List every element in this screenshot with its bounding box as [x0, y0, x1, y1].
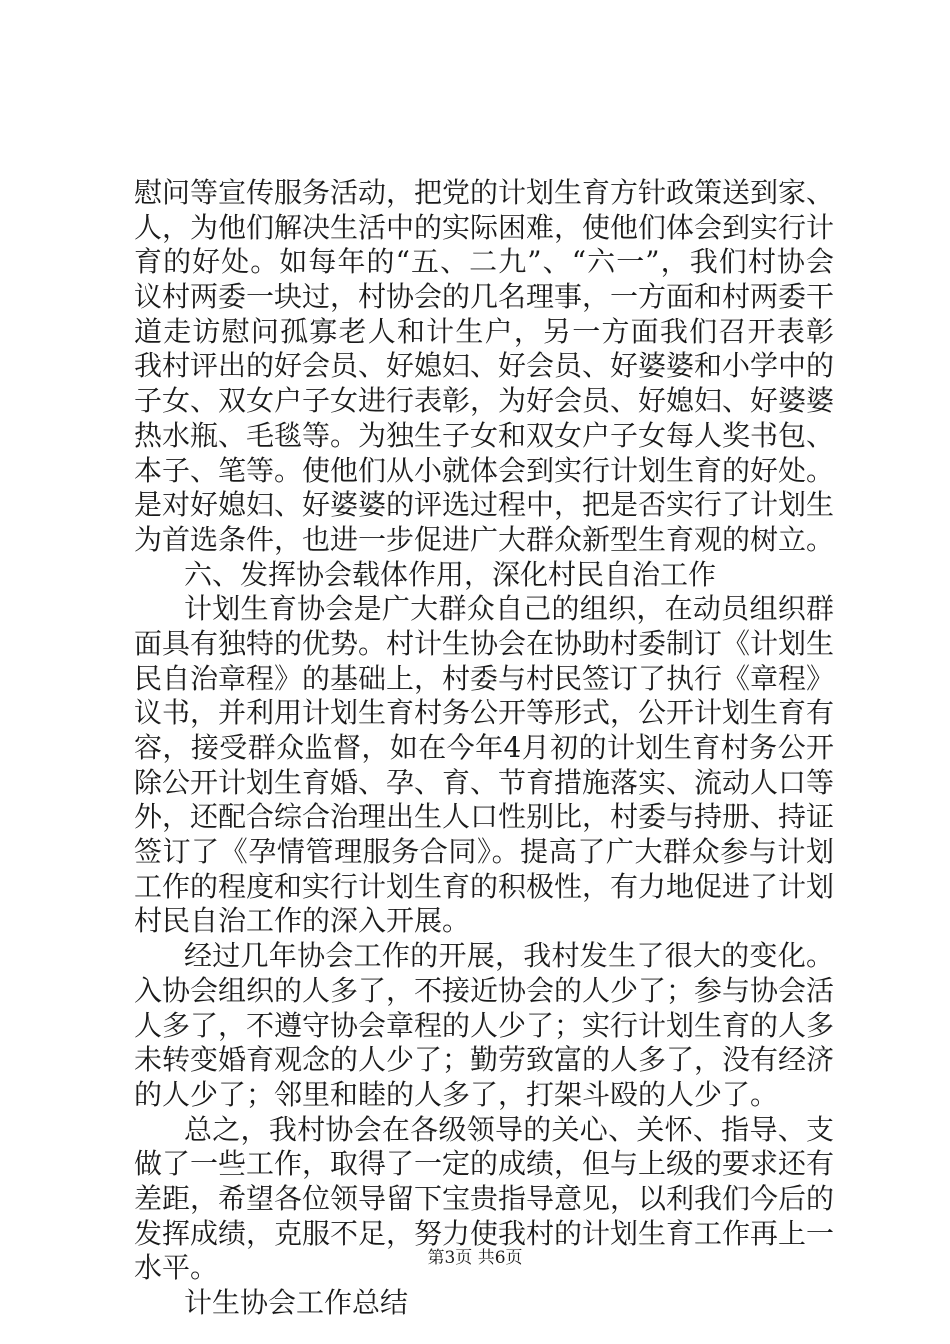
text-line: 差距，希望各位领导留下宝贵指导意见，以利我们今后的 [134, 1181, 834, 1215]
text-line: 育的好处。如每年的“五、二九”、“六一”，我们村协会 [134, 245, 834, 279]
text-line: 计划生育协会是广大群众自己的组织，在动员组织群 [184, 592, 834, 626]
text-line: 慰问等宣传服务活动，把党的计划生育方针政策送到家、 [134, 176, 834, 209]
text-line: 的人少了；邻里和睦的人多了，打架斗殴的人少了。 [134, 1077, 779, 1111]
page-footer: 第3页 共6页 [427, 1248, 523, 1268]
text-line: 工作的程度和实行计划生育的积极性，有力地促进了计划 [134, 869, 834, 903]
text-line: 是对好媳妇、好婆婆的评选过程中，把是否实行了计划生 [134, 488, 834, 522]
text-line: 子女、双女户子女进行表彰，为好会员、好媳妇、好婆婆 [134, 384, 834, 418]
text-line: 面具有独特的优势。村计生协会在协助村委制订《计划生 [134, 626, 834, 660]
text-line: 热水瓶、毛毯等。为独生子女和双女户子女每人奖书包、 [134, 418, 834, 452]
text-line: 人多了，不遵守协会章程的人少了；实行计划生育的人多 [134, 1008, 834, 1042]
text-line: 我村评出的好会员、好媳妇、好会员、好婆婆和小学中的 [134, 349, 834, 383]
text-line: 村民自治工作的深入开展。 [134, 904, 471, 938]
text-line: 人，为他们解决生活中的实际困难，使他们体会到实行计 [134, 210, 834, 244]
text-line: 计生协会工作总结 [184, 1286, 409, 1319]
text-line: 为首选条件，也进一步促进广大群众新型生育观的树立。 [134, 522, 835, 556]
text-line: 水平。 [134, 1251, 219, 1285]
text-line: 外，还配合综合治理出生人口性别比，村委与持册、持证 [134, 800, 834, 834]
text-line: 总之，我村协会在各级领导的关心、关怀、指导、支 [184, 1112, 834, 1146]
text-line: 签订了《孕情管理服务合同》。提高了广大群众参与计划 [134, 835, 834, 869]
text-line: 未转变婚育观念的人少了；勤劳致富的人多了，没有经济 [134, 1043, 834, 1077]
text-line: 道走访慰问孤寡老人和计生户，另一方面我们召开表彰 [134, 314, 834, 348]
document-body [134, 176, 834, 1321]
text-line: 本子、笔等。使他们从小就体会到实行计划生育的好处。 [134, 453, 834, 487]
text-line: 做了一些工作，取得了一定的成绩，但与上级的要求还有 [134, 1147, 834, 1181]
text-line: 经过几年协会工作的开展，我村发生了很大的变化。 [184, 939, 834, 973]
text-line: 发挥成绩，克服不足，努力使我村的计划生育工作再上一 [134, 1216, 834, 1250]
text-line: 议书，并利用计划生育村务公开等形式，公开计划生育有 [134, 696, 834, 730]
text-line: 入协会组织的人多了，不接近协会的人少了；参与协会活 [134, 973, 834, 1007]
text-line: 民自治章程》的基础上，村委与村民签订了执行《章程》 [134, 661, 834, 695]
text-line: 六、发挥协会载体作用，深化村民自治工作 [184, 557, 717, 591]
text-line: 除公开计划生育婚、孕、育、节育措施落实、流动人口等 [134, 765, 834, 799]
text-line: 容，接受群众监督，如在今年4月初的计划生育村务公开 [134, 731, 834, 764]
text-line: 议村两委一块过，村协会的几名理事，一方面和村两委干 [134, 280, 834, 314]
